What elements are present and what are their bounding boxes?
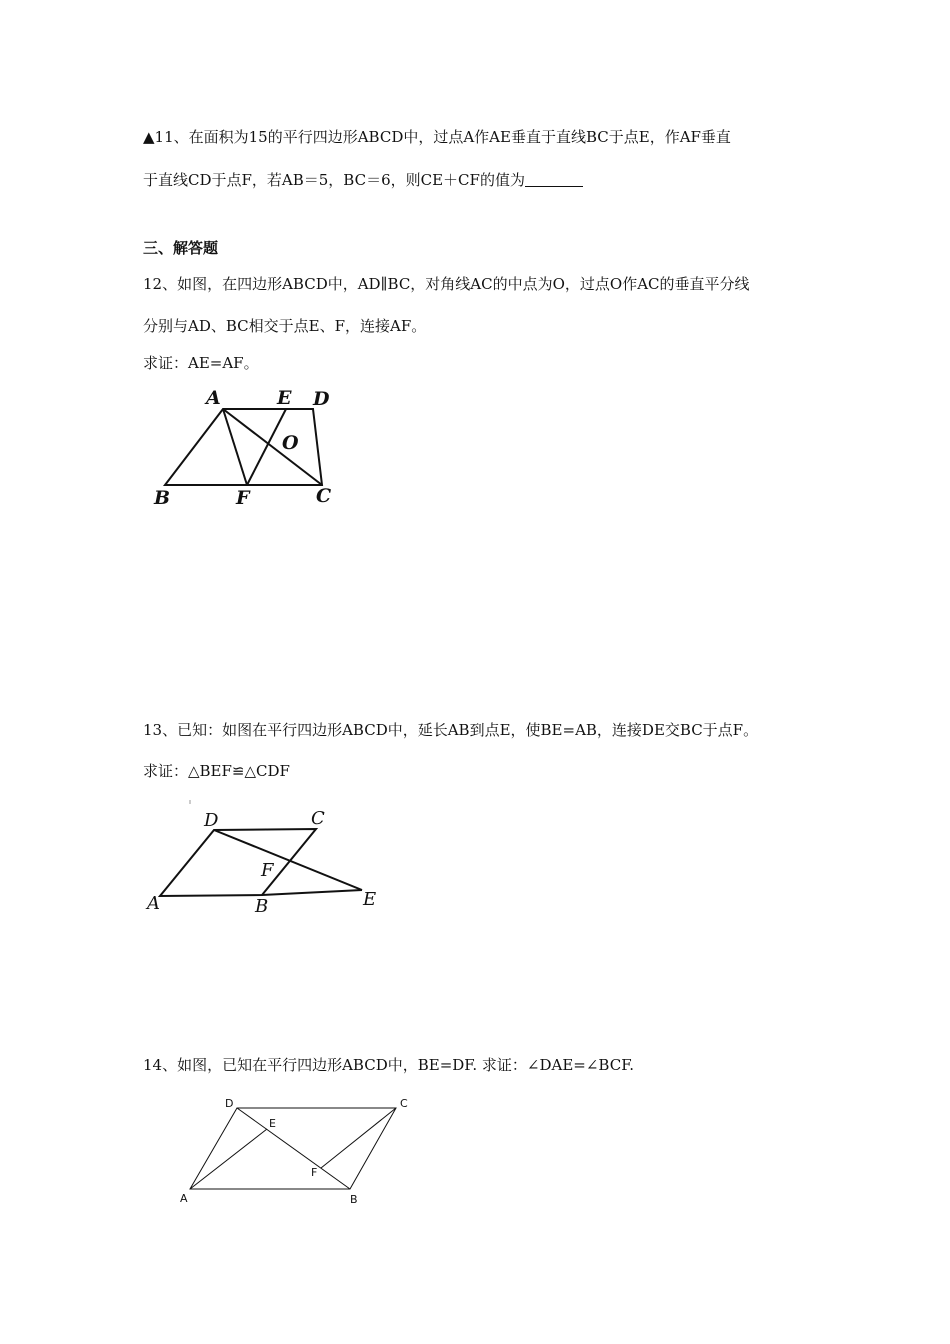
segment-af <box>223 409 247 485</box>
diagonal-ac <box>223 409 322 485</box>
q12-label-c: C <box>316 485 332 507</box>
q14-label-c: C <box>400 1097 408 1110</box>
q12-prove: 求证：AE=AF。 <box>143 354 259 372</box>
q12-line1: 12、如图，在四边形ABCD中，AD∥BC，对角线AC的中点为O，过点O作AC的垂直平分线 <box>143 275 750 293</box>
q12-label-f: F <box>236 487 250 509</box>
q13-label-a: A <box>147 893 160 914</box>
q14-label-f: F <box>311 1166 318 1179</box>
q14-label-a: A <box>180 1192 188 1205</box>
q13-line1: 13、已知：如图在平行四边形ABCD中，延长AB到点E，使BE=AB，连接DE交BC于点F。 <box>143 721 759 739</box>
q13-label-f: F <box>261 860 274 881</box>
q12-label-b: B <box>154 487 171 509</box>
q12-label-a: A <box>206 387 221 409</box>
q12-label-o: O <box>282 432 299 454</box>
q14-figure-lines <box>190 1108 396 1189</box>
q11-line2: 于直线CD于点F，若AB＝5，BC＝6，则CE＋CF的值为 <box>143 171 525 189</box>
segment-be <box>262 890 362 895</box>
q14-label-d: D <box>225 1097 234 1110</box>
q13-label-b: B <box>255 896 269 917</box>
q14-label-b: B <box>350 1193 358 1206</box>
q13-prove: 求证：△BEF≌△CDF <box>143 762 290 780</box>
q13-figure <box>143 796 388 921</box>
q11-line1: ▲11、在面积为15的平行四边形ABCD中，过点A作AE垂直于直线BC于点E，作AF垂直 <box>143 128 731 146</box>
q14-figure <box>170 1092 430 1212</box>
section-title: 三、解答题 <box>143 239 219 257</box>
q13-label-e: E <box>363 889 377 910</box>
q13-label-c: C <box>311 808 325 829</box>
segment-cf <box>321 1108 396 1168</box>
q12-figure <box>150 385 340 515</box>
diagonal-db <box>237 1108 350 1189</box>
segment-ef <box>247 409 286 485</box>
q12-label-d: D <box>313 388 330 410</box>
answer-blank[interactable] <box>525 170 583 187</box>
segment-de <box>214 830 362 890</box>
q11-line2-wrap <box>143 170 583 190</box>
q12-label-e: E <box>277 387 292 409</box>
segment-ae <box>190 1129 267 1189</box>
q12-line2: 分别与AD、BC相交于点E、F，连接AF。 <box>143 317 427 335</box>
q14-label-e: E <box>269 1117 276 1130</box>
q13-label-d: D <box>204 810 219 831</box>
q14-line1: 14、如图，已知在平行四边形ABCD中，BE=DF. 求证：∠DAE=∠BCF. <box>143 1056 635 1074</box>
